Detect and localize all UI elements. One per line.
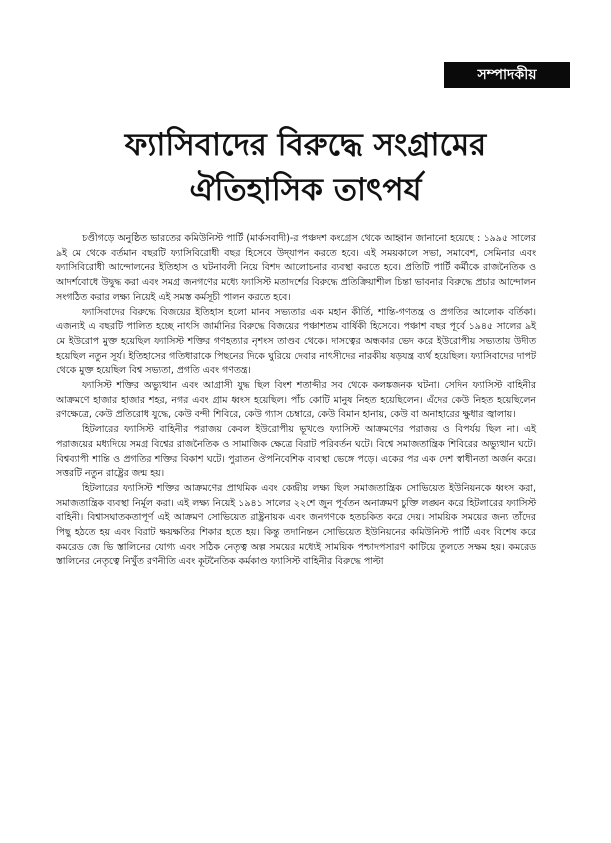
- section-label-badge: সম্পাদকীয়: [444, 62, 570, 88]
- paragraph-3: ফ্যাসিস্ট শক্তির অভ্যুত্থান এবং আগ্রাসী যুদ্ধ ছিল বিংশ শতাব্দীর সব থেকে কলঙ্কজনক ঘটনা। সেদিন ফ্যাসিস্ট বাহিনীর আক্রমণে হাজার হাজার শহর, নগর এবং গ্রাম ধ্বংস হয়েছিল। পাঁচ কোটি মানুষ নিহত হয়েছিলেন। এঁদের কেউ নিহত হয়েছিলেন রণক্ষেত্রে, কেউ প্রতিরোধ যুদ্ধে, কেউ বন্দী শিবিরে, কেউ গ্যাস চেম্বারে, কেউ বিমান হানায়, কেউ বা অনাহারের ক্ষুধার জ্বালায়।: [56, 380, 536, 421]
- paragraph-1: চণ্ডীগড়ে অনুষ্ঠিত ভারতের কমিউনিস্ট পার্টি (মার্কসবাদী)-র পঞ্চদশ কংগ্রেস থেকে আহ্বান জানানো হয়েছে : ১৯৯৫ সালের ৯ই মে থেকে বর্তমান বছরটি ফ্যাসিবিরোধী বছর হিসেবে উদ্‌যাপন করতে হবে। এই সময়কালে সভা, সমাবেশ, সেমিনার এবং ফ্যাসিবিরোধী আন্দোলনের ইতিহাস ও ঘটনাবলী নিয়ে বিশদ আলোচনার ব্যবস্থা করতে হবে। প্রতিটি পার্টি কর্মীকে রাজনৈতিক ও আদর্শবোধে উদ্বুদ্ধ করা এবং সমগ্র জনগণের মধ্যে ফ্যাসিস্ট মতাদর্শের বিরুদ্ধে প্রতিক্রিয়াশীল চিন্তা ভাবনার বিরুদ্ধে প্রচার আন্দোলন সংগঠিত করার লক্ষ্য নিয়েই এই সমস্ত কর্মসূচী পালন করতে হবে।: [56, 233, 536, 303]
- title-line-1: ফ্যাসিবাদের বিরুদ্ধে সংগ্রামের: [124, 127, 487, 163]
- paragraph-2: ফ্যাসিবাদের বিরুদ্ধে বিজয়ের ইতিহাস হলো মানব সভ্যতার এক মহান কীর্তি, শান্তি-গণতন্ত্র ও প্রগতির আলোক বর্তিকা। এজন্যই এ বছরটি পালিত হচ্ছে নাৎসি জার্মানির বিরুদ্ধে বিজয়ের পঞ্চাশতম বার্ষিকী হিসেবে। পঞ্চাশ বছর পূর্বে ১৯৪৫ সালের ৯ই মে ইউরোপ মুক্ত হয়েছিল ফ্যাসিস্ট শক্তির গণহত্যার নৃশংস তাণ্ডব থেকে। দাসত্বের অন্ধকার ভেদ করে ইউরোপীয় সভ্যতায় উদীত হয়েছিল নতুন সূর্য। ইতিহাসের গতিধারাকে পিছনের দিকে ঘুরিয়ে দেবার নাৎসীদের নারকীয় ষড়যন্ত্র ব্যর্থ হয়েছিল। ফ্যাসিবাদের দাপট থেকে মুক্ত হয়েছিল বিশ্ব সভ্যতা, প্রগতি এবং গণতন্ত্র।: [56, 306, 536, 377]
- article-body: [56, 232, 536, 570]
- paragraph-5: হিটলারের ফ্যাসিস্ট শক্তির আক্রমণের প্রাথমিক এবং কেন্দ্রীয় লক্ষ্য ছিল সমাজতান্ত্রিক সোভিয়েত ইউনিয়নকে ধ্বংস করা, সমাজতান্ত্রিক ব্যবস্থা নির্মূল করা। এই লক্ষ্য নিয়েই ১৯৪১ সালের ২২শে জুন পূর্বতন অনাক্রমণ চুক্তি লঙ্ঘন করে হিটলারের ফ্যাসিস্ট বাহিনী। বিশ্বাসঘাতকতাপূর্ণ এই আক্রমণ সোভিয়েত রাষ্ট্রনায়ক এবং জনগণকে হতচকিত করে দেয়। সাময়িক সময়ের জন্য তাঁদের পিছু হঠতে হয় এবং বিরাট ক্ষয়ক্ষতির শিকার হতে হয়। কিন্তু তদানিন্তন সোভিয়েত ইউনিয়নের কমিউনিস্ট পার্টি এবং বিশেষ করে কমরেড জে ভি স্তালিনের যোগ্য এবং সঠিক নেতৃত্ব অল্প সময়ের মধ্যেই সাময়িক পশ্চাদপসারণ কাটিয়ে তুলতে সক্ষম হয়। কমরেড স্তালিনের নেতৃত্বে নিখুঁত রণনীতি এবং কূটনৈতিক কর্মকাণ্ড ফ্যাসিস্ট বাহিনীর বিরুদ্ধে পাল্টা: [56, 482, 536, 568]
- paragraph-4: হিটলারের ফ্যাসিস্ট বাহিনীর পরাজয় কেবল ইউরোপীয় ভূখণ্ডে ফ্যাসিস্ট আক্রমণের পরাজয় ও বিপর্যয় ছিল না। এই পরাজয়ের মধ্যদিয়ে সমগ্র বিশ্বের রাজনৈতিক ও সামাজিক ক্ষেত্রে বিরাট পরিবর্তন ঘটে। বিশ্বে সমাজতান্ত্রিক শিবিরের অভ্যুত্থান ঘটে। বিশ্বব্যাপী শান্তি ও প্রগতির শক্তির বিকাশ ঘটে। পুরাতন ঔপনিবেশিক ব্যবস্থা ভেঙ্গে পড়ে। একের পর এক দেশ স্বাধীনতা অর্জন করে। সত্তরটি নতুন রাষ্ট্রের জন্ম হয়।: [56, 424, 536, 480]
- title-line-2: ঐতিহাসিক তাৎপর্য: [189, 172, 422, 208]
